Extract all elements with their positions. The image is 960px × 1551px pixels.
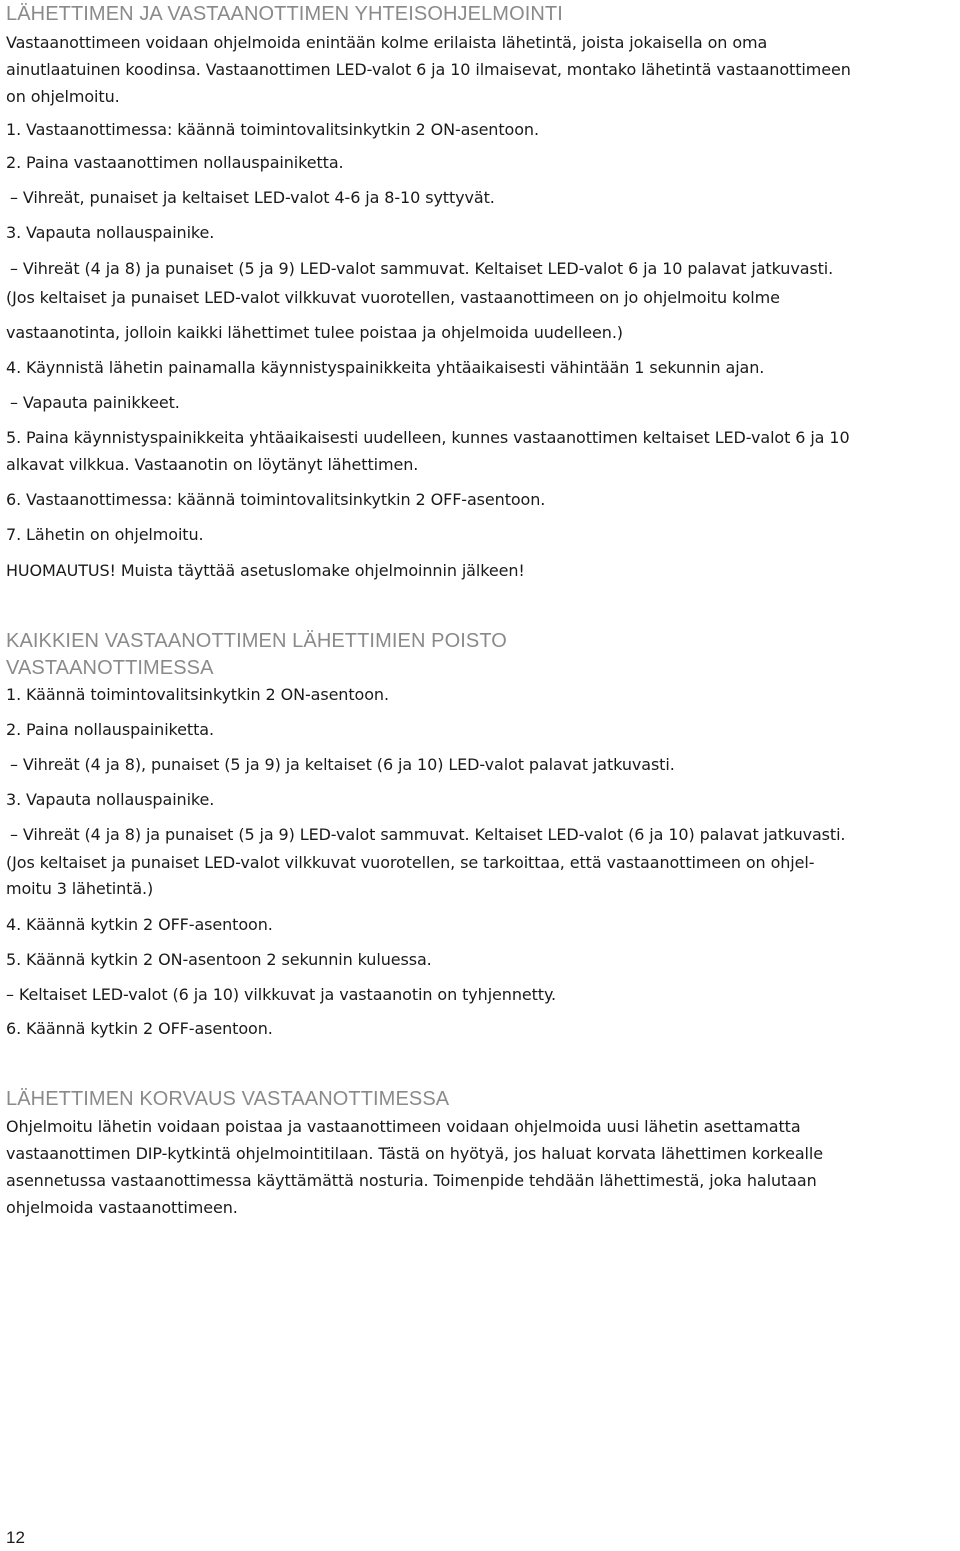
note-line: moitu 3 lähetintä.): [6, 879, 154, 898]
sub-step-line: – Vihreät, punaiset ja keltaiset LED-valot 4-6 ja 8-10 syttyvät.: [10, 188, 495, 207]
page-number: 12: [6, 1528, 25, 1547]
text-line: vastaanottimen DIP-kytkintä ohjelmointitilaan. Tästä on hyötyä, jos haluat korvata lähettimen korkealle: [6, 1144, 823, 1163]
step-line: 3. Vapauta nollauspainike.: [6, 223, 215, 242]
sub-step-line: – Vapauta painikkeet.: [10, 393, 180, 412]
sub-step-line: – Vihreät (4 ja 8) ja punaiset (5 ja 9) LED-valot sammuvat. Keltaiset LED-valot 6 ja 10 palavat jatkuvasti.: [10, 259, 834, 278]
step-line: 5. Paina käynnistyspainikkeita yhtäaikaisesti uudelleen, kunnes vastaanottimen keltaiset LED-valot 6 ja 10: [6, 428, 850, 447]
section-heading-pairing: LÄHETTIMEN JA VASTAANOTTIMEN YHTEISOHJELMOINTI: [6, 3, 563, 25]
section-heading-delete-all-cont: VASTAANOTTIMESSA: [6, 657, 214, 679]
note-line: vastaanotinta, jolloin kaikki lähettimet tulee poistaa ja ohjelmoida uudelleen.): [6, 323, 623, 342]
step-line: 4. Käynnistä lähetin painamalla käynnistyspainikkeita yhtäaikaisesti vähintään 1 sekunnin ajan.: [6, 358, 765, 377]
note-line: (Jos keltaiset ja punaiset LED-valot vilkkuvat vuorotellen, se tarkoittaa, että vastaanottimeen on ohjel-: [6, 853, 815, 872]
sub-step-line: – Keltaiset LED-valot (6 ja 10) vilkkuvat ja vastaanotin on tyhjennetty.: [6, 985, 557, 1004]
step-line: 6. Vastaanottimessa: käännä toimintovalitsinkytkin 2 OFF-asentoon.: [6, 490, 546, 509]
step-line: 1. Käännä toimintovalitsinkytkin 2 ON-asentoon.: [6, 685, 389, 704]
section-heading-replace: LÄHETTIMEN KORVAUS VASTAANOTTIMESSA: [6, 1088, 450, 1110]
text-line: ohjelmoida vastaanottimeen.: [6, 1198, 238, 1217]
step-line: 3. Vapauta nollauspainike.: [6, 790, 215, 809]
step-line: 1. Vastaanottimessa: käännä toimintovalitsinkytkin 2 ON-asentoon.: [6, 120, 539, 139]
step-line: 7. Lähetin on ohjelmoitu.: [6, 525, 204, 544]
step-line: 6. Käännä kytkin 2 OFF-asentoon.: [6, 1019, 273, 1038]
step-line: alkavat vilkkua. Vastaanotin on löytänyt lähettimen.: [6, 455, 419, 474]
text-line: Ohjelmoitu lähetin voidaan poistaa ja vastaanottimeen voidaan ohjelmoida uusi lähetin asettamatta: [6, 1117, 801, 1136]
step-line: 2. Paina nollauspainiketta.: [6, 720, 214, 739]
text-line: Vastaanottimeen voidaan ohjelmoida enintään kolme erilaista lähetintä, joista jokaisella on oma: [6, 33, 768, 52]
notice-line: HUOMAUTUS! Muista täyttää asetuslomake ohjelmoinnin jälkeen!: [6, 561, 525, 580]
step-line: 5. Käännä kytkin 2 ON-asentoon 2 sekunnin kuluessa.: [6, 950, 432, 969]
text-line: ainutlaatuinen koodinsa. Vastaanottimen LED-valot 6 ja 10 ilmaisevat, montako lähetintä vastaanottimeen: [6, 60, 851, 79]
text-line: asennetussa vastaanottimessa käyttämättä nosturia. Toimenpide tehdään lähettimestä, joka halutaan: [6, 1171, 817, 1190]
sub-step-line: – Vihreät (4 ja 8) ja punaiset (5 ja 9) LED-valot sammuvat. Keltaiset LED-valot (6 ja 10) palavat jatkuvasti.: [10, 825, 846, 844]
note-line: (Jos keltaiset ja punaiset LED-valot vilkkuvat vuorotellen, vastaanottimeen on jo ohjelmoitu kolme: [6, 288, 780, 307]
section-heading-delete-all: KAIKKIEN VASTAANOTTIMEN LÄHETTIMIEN POISTO: [6, 630, 507, 652]
step-line: 4. Käännä kytkin 2 OFF-asentoon.: [6, 915, 273, 934]
step-line: 2. Paina vastaanottimen nollauspainiketta.: [6, 153, 344, 172]
sub-step-line: – Vihreät (4 ja 8), punaiset (5 ja 9) ja keltaiset (6 ja 10) LED-valot palavat jatkuvasti.: [10, 755, 675, 774]
text-line: on ohjelmoitu.: [6, 87, 120, 106]
